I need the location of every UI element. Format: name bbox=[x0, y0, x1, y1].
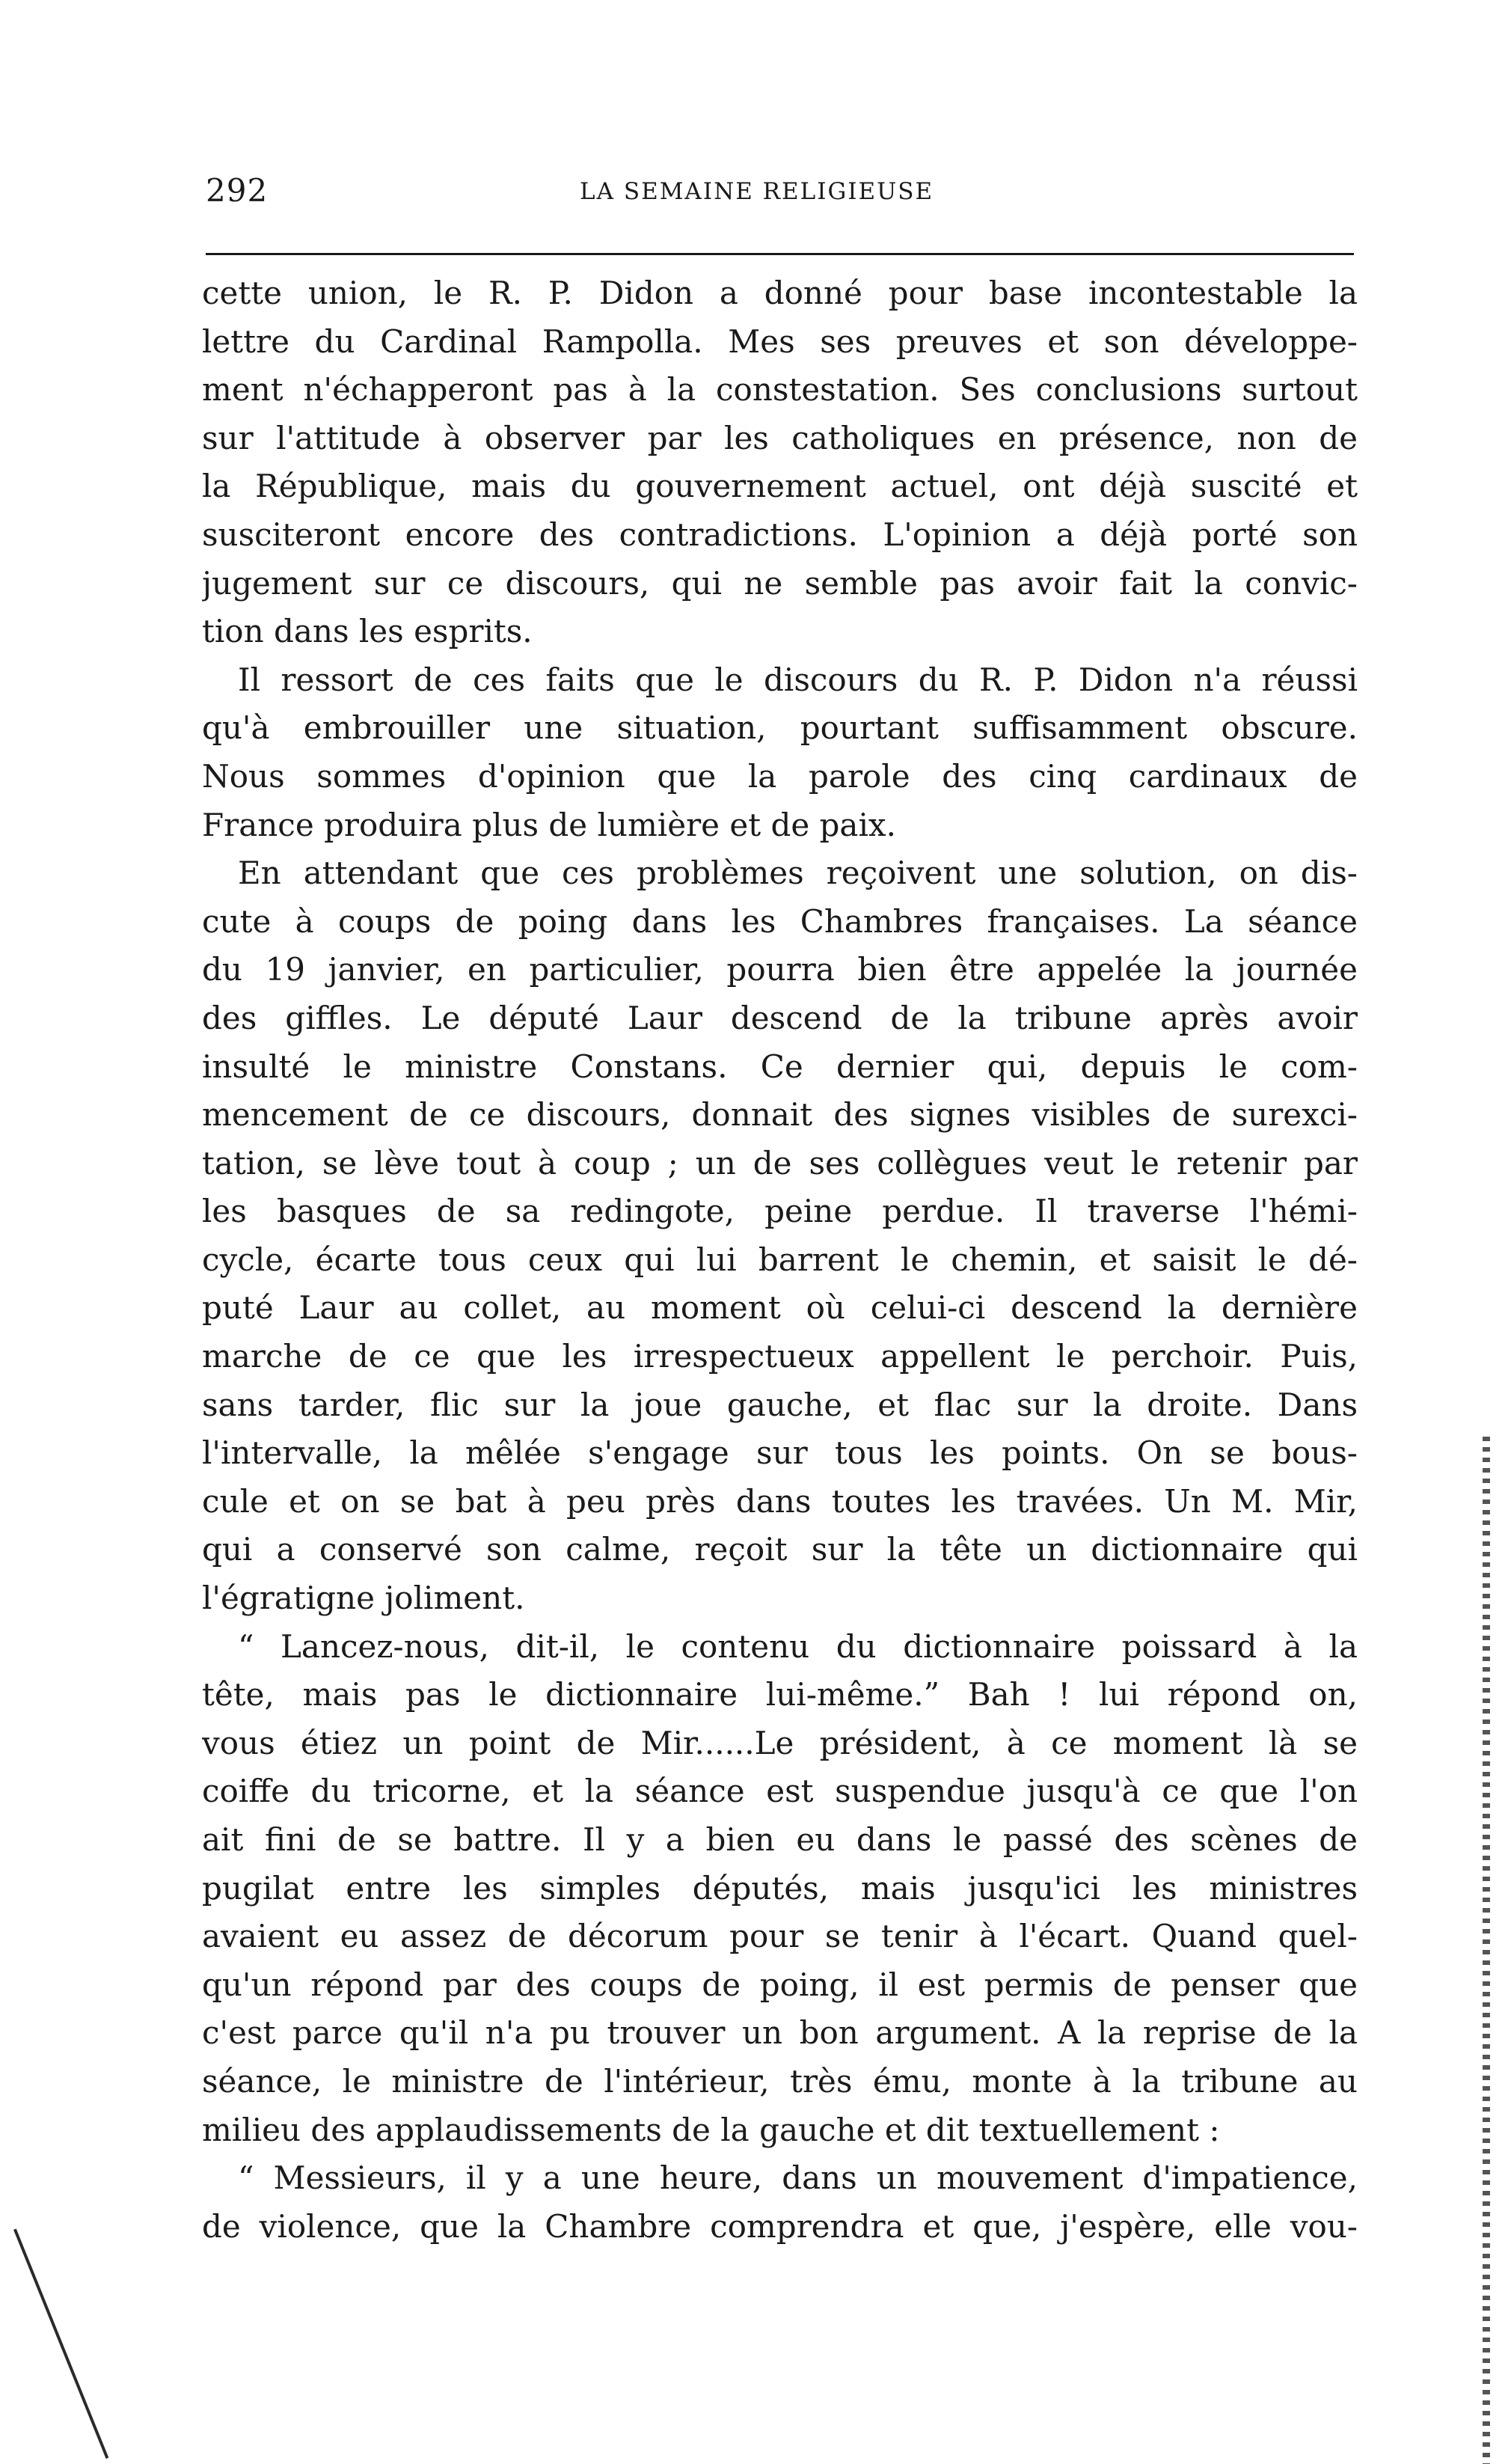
body-text bbox=[202, 269, 1358, 2251]
text-line: des giffles. Le député Laur descend de la tribune après avoir bbox=[202, 999, 1358, 1036]
text-line: cycle, écarte tous ceux qui lui barrent le chemin, et saisit le dé- bbox=[202, 1241, 1358, 1278]
text-line: Nous sommes d'opinion que la parole des cinq cardinaux de bbox=[202, 757, 1358, 795]
text-line: sans tarder, flic sur la joue gauche, et flac sur la droite. Dans bbox=[202, 1386, 1358, 1423]
text-line: marche de ce que les irrespectueux appellent le perchoir. Puis, bbox=[202, 1338, 1358, 1375]
text-line: insulté le ministre Constans. Ce dernier qui, depuis le com- bbox=[202, 1048, 1358, 1085]
text-line: ait fini de se battre. Il y a bien eu dans le passé des scènes de bbox=[202, 1821, 1358, 1858]
text-line: tation, se lève tout à coup ; un de ses collègues veut le retenir par bbox=[202, 1144, 1358, 1181]
text-line: ment n'échapperont pas à la constestation. Ses conclusions surtout bbox=[202, 371, 1358, 409]
text-line: “ Messieurs, il y a une heure, dans un mouvement d'impatience, bbox=[238, 2159, 1358, 2197]
running-head bbox=[206, 172, 1354, 217]
paragraph-1 bbox=[202, 269, 1358, 656]
text-line: avaient eu assez de décorum pour se tenir à l'écart. Quand quel- bbox=[202, 1918, 1358, 1955]
text-line: vous étiez un point de Mir......Le président, à ce moment là se bbox=[202, 1724, 1358, 1761]
text-line: tête, mais pas le dictionnaire lui-même.” Bah ! lui répond on, bbox=[202, 1676, 1358, 1714]
page-number: 292 bbox=[206, 172, 269, 209]
text-line: mencement de ce discours, donnait des signes visibles de surexci- bbox=[202, 1096, 1358, 1134]
text-line: cute à coups de poing dans les Chambres françaises. La séance bbox=[202, 902, 1358, 940]
header-rule bbox=[206, 253, 1354, 255]
text-line: lettre du Cardinal Rampolla. Mes ses preuves et son développe- bbox=[202, 322, 1358, 360]
text-line: qui a conservé son calme, reçoit sur la tête un dictionnaire qui bbox=[202, 1531, 1358, 1568]
text-line: coiffe du tricorne, et la séance est suspendue jusqu'à ce que l'on bbox=[202, 1773, 1358, 1810]
text-line: qu'à embrouiller une situation, pourtant suffisamment obscure. bbox=[202, 709, 1358, 747]
running-title: LA SEMAINE RELIGIEUSE bbox=[580, 178, 934, 205]
text-line: la République, mais du gouvernement actuel, ont déjà suscité et bbox=[202, 468, 1358, 505]
paragraph-2 bbox=[202, 656, 1358, 849]
text-line: les basques de sa redingote, peine perdue. Il traverse l'hémi- bbox=[202, 1193, 1358, 1230]
text-line: susciteront encore des contradictions. L'opinion a déjà porté son bbox=[202, 516, 1358, 553]
text-line: France produira plus de lumière et de paix. bbox=[202, 806, 896, 843]
text-line: c'est parce qu'il n'a pu trouver un bon argument. A la reprise de la bbox=[202, 2014, 1358, 2052]
paragraph-3 bbox=[202, 849, 1358, 1623]
scan-edge-artifact bbox=[1483, 1437, 1490, 2464]
text-line: qu'un répond par des coups de poing, il est permis de penser que bbox=[202, 1966, 1358, 2003]
text-line: Il ressort de ces faits que le discours du R. P. Didon n'a réussi bbox=[238, 661, 1358, 698]
text-line: “ Lancez-nous, dit-il, le contenu du dictionnaire poissard à la bbox=[238, 1627, 1358, 1665]
paragraph-5 bbox=[202, 2154, 1358, 2251]
text-line: puté Laur au collet, au moment où celui-ci descend la dernière bbox=[202, 1289, 1358, 1327]
scan-margin-stroke bbox=[13, 2229, 108, 2459]
text-line: du 19 janvier, en particulier, pourra bien être appelée la journée bbox=[202, 951, 1358, 988]
text-line: tion dans les esprits. bbox=[202, 613, 533, 650]
text-line: cule et on se bat à peu près dans toutes les travées. Un M. Mir, bbox=[202, 1482, 1358, 1520]
text-line: milieu des applaudissements de la gauche et dit textuellement : bbox=[202, 2111, 1220, 2148]
text-line: l'égratigne joliment. bbox=[202, 1580, 525, 1617]
text-line: l'intervalle, la mêlée s'engage sur tous les points. On se bous- bbox=[202, 1434, 1358, 1472]
text-line: cette union, le R. P. Didon a donné pour base incontestable la bbox=[202, 275, 1358, 311]
text-line: de violence, que la Chambre comprendra et que, j'espère, elle vou- bbox=[202, 2207, 1358, 2245]
text-line: séance, le ministre de l'intérieur, très ému, monte à la tribune au bbox=[202, 2062, 1358, 2100]
text-line: pugilat entre les simples députés, mais jusqu'ici les ministres bbox=[202, 1869, 1358, 1907]
text-line: sur l'attitude à observer par les catholiques en présence, non de bbox=[202, 419, 1358, 456]
text-line: jugement sur ce discours, qui ne semble pas avoir fait la convic- bbox=[202, 564, 1358, 602]
text-line: En attendant que ces problèmes reçoivent une solution, on dis- bbox=[238, 855, 1358, 892]
paragraph-4 bbox=[202, 1623, 1358, 2155]
